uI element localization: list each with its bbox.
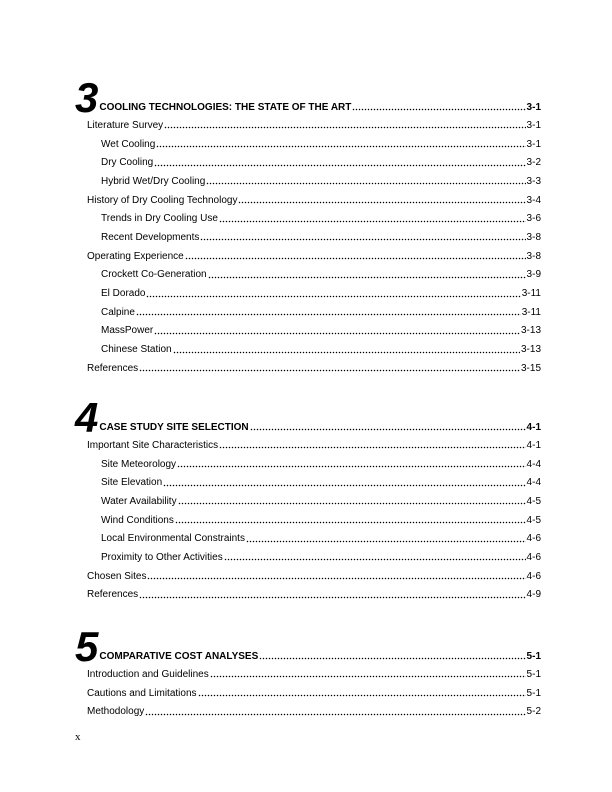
toc-entry-label[interactable]: Operating Experience [87,250,184,262]
dot-leader [210,670,526,678]
chapter-title-line[interactable] [99,651,541,665]
toc-entry[interactable] [75,191,541,210]
toc-entry-page: 3-8 [526,250,541,262]
dot-leader [259,652,525,660]
toc-entry-page: 3-4 [526,194,541,206]
chapter-page-number: 3-1 [526,102,541,113]
chapter-title[interactable]: CASE STUDY SITE SELECTION [99,422,249,433]
dot-leader [154,327,520,335]
chapter-number: 5 [75,623,98,670]
toc-entry-label[interactable]: MassPower [101,325,154,337]
toc-entry-label[interactable]: Cautions and Limitations [87,687,197,699]
dot-leader [352,103,525,111]
toc-entry-label[interactable]: Wet Cooling [101,138,156,150]
dot-leader [136,308,521,316]
dot-leader [238,196,525,204]
toc-entry[interactable] [75,473,541,492]
toc-entry[interactable] [75,359,541,378]
toc-entry-page: 4-6 [526,570,541,582]
toc-entry-page: 3-1 [526,138,541,150]
chapter-title[interactable]: COMPARATIVE COST ANALYSES [99,651,259,662]
toc-entry-page: 3-3 [526,175,541,187]
toc-entry-label[interactable]: References [87,589,139,601]
toc-entry-page: 3-15 [520,362,541,374]
toc-entry-page: 3-1 [526,119,541,131]
toc-entry[interactable] [75,684,541,703]
chapter-page-number: 4-1 [526,422,541,433]
dot-leader [250,423,526,431]
toc-entry-page: 4-1 [526,439,541,451]
toc-entry-label[interactable]: Dry Cooling [101,157,154,169]
dot-leader [185,252,526,260]
toc-entry[interactable] [75,266,541,285]
dot-leader [156,140,525,148]
toc-entry-page: 3-13 [520,344,541,356]
dot-leader [175,516,526,524]
toc-entry[interactable] [75,228,541,247]
toc-entry[interactable] [75,586,541,605]
dot-leader [147,572,525,580]
toc-entry[interactable] [75,172,541,191]
dot-leader [198,689,526,697]
dot-leader [224,553,526,561]
chapter-number: 3 [75,74,98,121]
chapter-title[interactable]: COOLING TECHNOLOGIES: THE STATE OF THE ART [99,102,352,113]
chapter-number: 4 [75,394,98,441]
toc-entry[interactable] [75,567,541,586]
toc-entry-label[interactable]: Site Elevation [101,477,163,489]
dot-leader [208,271,526,279]
toc-entry-label[interactable]: Water Availability [101,495,177,507]
dot-leader [139,364,520,372]
toc-entry-label[interactable]: Introduction and Guidelines [87,668,209,680]
toc-entry-label[interactable]: Chosen Sites [87,570,147,582]
toc-entry-label[interactable]: Calpine [101,306,135,318]
toc-entry-label[interactable]: Methodology [87,706,145,718]
toc-entry-page: 4-5 [526,514,541,526]
toc-entry[interactable] [75,665,541,684]
toc-entry-page: 4-4 [526,458,541,470]
toc-entry-page: 3-9 [526,269,541,281]
toc-entry-page: 3-13 [520,325,541,337]
toc-entry[interactable] [75,340,541,359]
page-folio: x [75,731,81,743]
dot-leader [164,121,525,129]
chapter-4-section [75,394,541,604]
toc-entry-page: 3-6 [526,213,541,225]
toc-entry-label[interactable]: Site Meteorology [101,458,177,470]
chapter-heading[interactable] [75,74,541,121]
toc-entry-label[interactable]: Trends in Dry Cooling Use [101,213,218,225]
dot-leader [206,177,525,185]
dot-leader [163,479,525,487]
toc-entry-label[interactable]: Crockett Co-Generation [101,269,207,281]
toc-entry-label[interactable]: Chinese Station [101,344,172,356]
toc-entry[interactable] [75,153,541,172]
toc-entry-label[interactable]: Literature Survey [87,119,164,131]
toc-entry[interactable] [75,492,541,511]
dot-leader [146,290,520,298]
toc-entry-page: 3-11 [521,288,541,300]
toc-entry-label[interactable]: Proximity to Other Activities [101,551,223,563]
toc-entry-page: 5-1 [526,687,541,699]
chapter-5-section [75,623,541,721]
chapter-heading[interactable] [75,623,541,670]
dot-leader [200,233,525,241]
toc-entry-label[interactable]: Local Environmental Constraints [101,533,245,545]
toc-entry[interactable] [75,455,541,474]
toc-entry[interactable] [75,322,541,341]
chapter-heading[interactable] [75,394,541,441]
dot-leader [219,215,526,223]
toc-entry-label[interactable]: Important Site Characteristics [87,439,219,451]
dot-leader [219,441,525,449]
toc-entry-page: 3-2 [526,157,541,169]
toc-entry[interactable] [75,284,541,303]
toc-entry-page: 5-1 [526,668,541,680]
toc-entry[interactable] [75,548,541,567]
toc-entry[interactable] [75,702,541,721]
toc-entry[interactable] [75,529,541,548]
toc-entry-label[interactable]: History of Dry Cooling Technology [87,194,238,206]
dot-leader [177,460,526,468]
toc-entry[interactable] [75,135,541,154]
toc-entry-page: 4-5 [526,495,541,507]
chapter-3-section [75,74,541,378]
toc-entry-page: 3-11 [521,306,541,318]
chapter-page-number: 5-1 [526,651,541,662]
dot-leader [173,346,520,354]
dot-leader [145,708,525,716]
toc-entry-label[interactable]: References [87,362,139,374]
toc-entry-label[interactable]: Wind Conditions [101,514,174,526]
chapter-title-line[interactable] [99,102,541,116]
toc-entry-label[interactable]: Recent Developments [101,231,200,243]
toc-entry-page: 5-2 [526,706,541,718]
toc-entry[interactable] [75,303,541,322]
dot-leader [246,535,526,543]
toc-entry[interactable] [75,247,541,266]
dot-leader [154,159,525,167]
toc-entry-page: 3-8 [526,231,541,243]
chapter-title-line[interactable] [99,422,541,436]
toc-entry-label[interactable]: El Dorado [101,288,146,300]
toc-entry-page: 4-6 [526,551,541,563]
toc-entry[interactable] [75,116,541,135]
dot-leader [178,497,526,505]
toc-entry-page: 4-9 [526,589,541,601]
toc-entry[interactable] [75,209,541,228]
toc-entry-page: 4-4 [526,477,541,489]
toc-entry[interactable] [75,436,541,455]
toc-entry-page: 4-6 [526,533,541,545]
dot-leader [139,591,525,599]
toc-entry-label[interactable]: Hybrid Wet/Dry Cooling [101,175,206,187]
toc-entry[interactable] [75,511,541,530]
